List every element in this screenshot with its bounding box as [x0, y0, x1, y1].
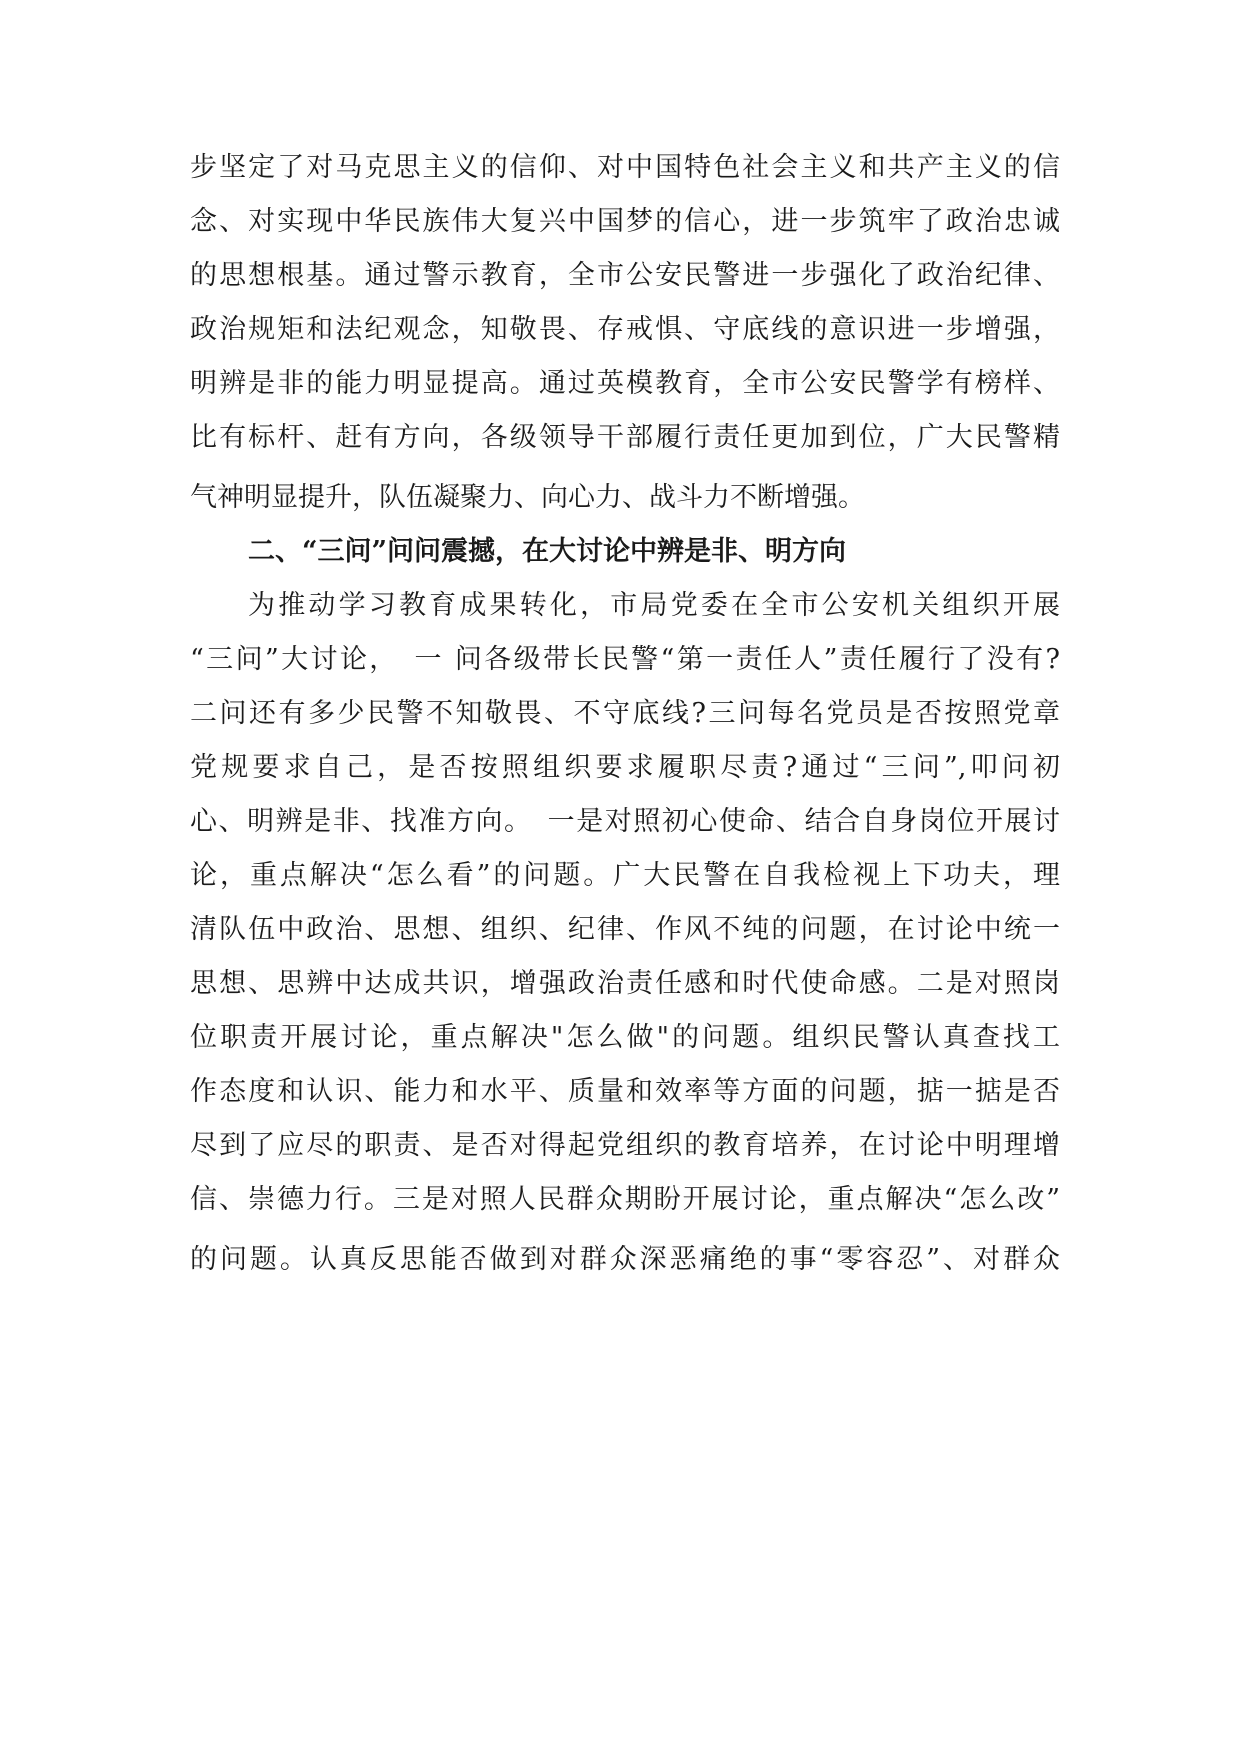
paragraph-line: 论，重点解决“怎么看”的问题。广大民警在自我检视上下功夫，理 [190, 860, 1060, 891]
text-line: 明辨是非的能力明显提高。通过英模教育，全市公安民警学有榜样、 [190, 368, 1060, 399]
text-line: 政治规矩和法纪观念，知敬畏、存戒惧、守底线的意识进一步增强， [190, 314, 1060, 345]
text-line: 步坚定了对马克思主义的信仰、对中国特色社会主义和共产主义的信 [190, 152, 1060, 183]
paragraph-line: “三问”大讨论， 一 问各级带长民警“第一责任人”责任履行了没有? [190, 644, 1060, 675]
section-heading: 二、“三问”问问震撼，在大讨论中辨是非、明方向 [248, 536, 847, 567]
text-line: 气神明显提升，队伍凝聚力、向心力、战斗力不断增强。 [190, 482, 865, 513]
paragraph-line: 清队伍中政治、思想、组织、纪律、作风不纯的问题，在讨论中统一 [190, 914, 1060, 945]
paragraph-line: 信、崇德力行。三是对照人民群众期盼开展讨论，重点解决“怎么改” [190, 1184, 1060, 1215]
paragraph-line: 尽到了应尽的职责、是否对得起党组织的教育培养，在讨论中明理增 [190, 1130, 1060, 1161]
paragraph-line: 二问还有多少民警不知敬畏、不守底线?三问每名党员是否按照党章 [190, 698, 1060, 729]
paragraph-line: 位职责开展讨论，重点解决"怎么做"的问题。组织民警认真查找工 [190, 1022, 1060, 1053]
text-line: 的思想根基。通过警示教育，全市公安民警进一步强化了政治纪律、 [190, 260, 1060, 291]
text-line: 念、对实现中华民族伟大复兴中国梦的信心，进一步筑牢了政治忠诚 [190, 206, 1060, 237]
paragraph-line: 为推动学习教育成果转化，市局党委在全市公安机关组织开展 [248, 590, 1060, 621]
paragraph-line: 思想、思辨中达成共识，增强政治责任感和时代使命感。二是对照岗 [190, 968, 1060, 999]
paragraph-line: 心、明辨是非、找准方向。 一是对照初心使命、结合自身岗位开展讨 [190, 806, 1060, 837]
paragraph-line: 作态度和认识、能力和水平、质量和效率等方面的问题，掂一掂是否 [190, 1076, 1060, 1107]
paragraph-line: 的问题。认真反思能否做到对群众深恶痛绝的事“零容忍”、对群众 [190, 1244, 1060, 1275]
text-line: 比有标杆、赶有方向，各级领导干部履行责任更加到位，广大民警精 [190, 422, 1060, 453]
paragraph-line: 党规要求自己，是否按照组织要求履职尽责?通过“三问”,叩问初 [190, 752, 1060, 783]
